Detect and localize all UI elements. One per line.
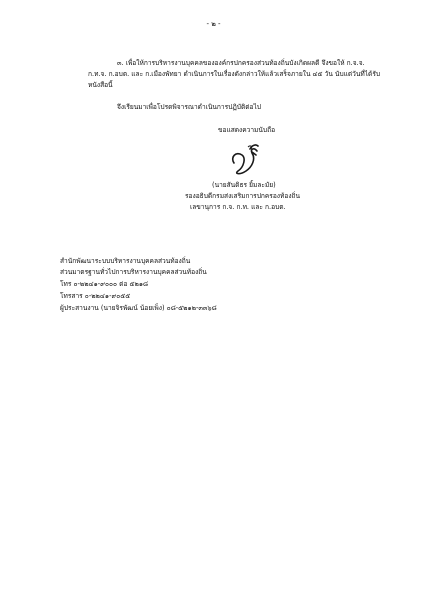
paragraph-3-line-1: ๓. เพื่อให้การบริหารงานบุคคลขององค์กรปกครองส่วนท้องถิ่นบังเกิดผลดี จึงขอให้ ก.จ.จ. xyxy=(117,59,365,67)
signatory-name: (นายสันติธร ยิ้มละมัย) xyxy=(212,181,276,189)
handwritten-signature xyxy=(226,143,266,177)
closing-request: จึงเรียนมาเพื่อโปรดพิจารณาดำเนินการปฏิบัติต่อไป xyxy=(117,103,261,111)
signatory-position-2: เลขานุการ ก.จ. ก.ท. และ ก.อบต. xyxy=(190,203,286,211)
paragraph-3-line-3: หนังสือนี้ xyxy=(88,81,113,89)
sender-phone: โทร ๐-๒๒๔๑-๙๐๐๐ ต่อ ๕๒๑๘ xyxy=(60,280,149,288)
signatory-position-1: รองอธิบดีกรมส่งเสริมการปกครองท้องถิ่น xyxy=(185,192,301,200)
sender-fax: โทรสาร ๐-๒๒๔๑-๙๐๕๕ xyxy=(60,292,131,300)
sender-division: ส่วนมาตรฐานทั่วไปการบริหารงานบุคคลส่วนท้องถิ่น xyxy=(60,268,207,276)
sender-office: สำนักพัฒนาระบบบริหารงานบุคคลส่วนท้องถิ่น xyxy=(60,257,191,265)
sender-coordinator: ผู้ประสานงาน (นายจิรพัฒน์ น้อยเพ็ง) ๐๘-๕๒๑๒-๓๓๖๘ xyxy=(60,304,217,312)
page-number: - ๒ - xyxy=(206,20,221,28)
paragraph-3-line-2: ก.ท.จ. ก.อบต. และ ก.เมืองพัทยา ดำเนินการในเรื่องดังกล่าวให้แล้วเสร็จภายใน ๔๕ วัน นับแต่วันที่ได้รับ xyxy=(88,70,381,78)
salutation: ขอแสดงความนับถือ xyxy=(218,126,276,134)
